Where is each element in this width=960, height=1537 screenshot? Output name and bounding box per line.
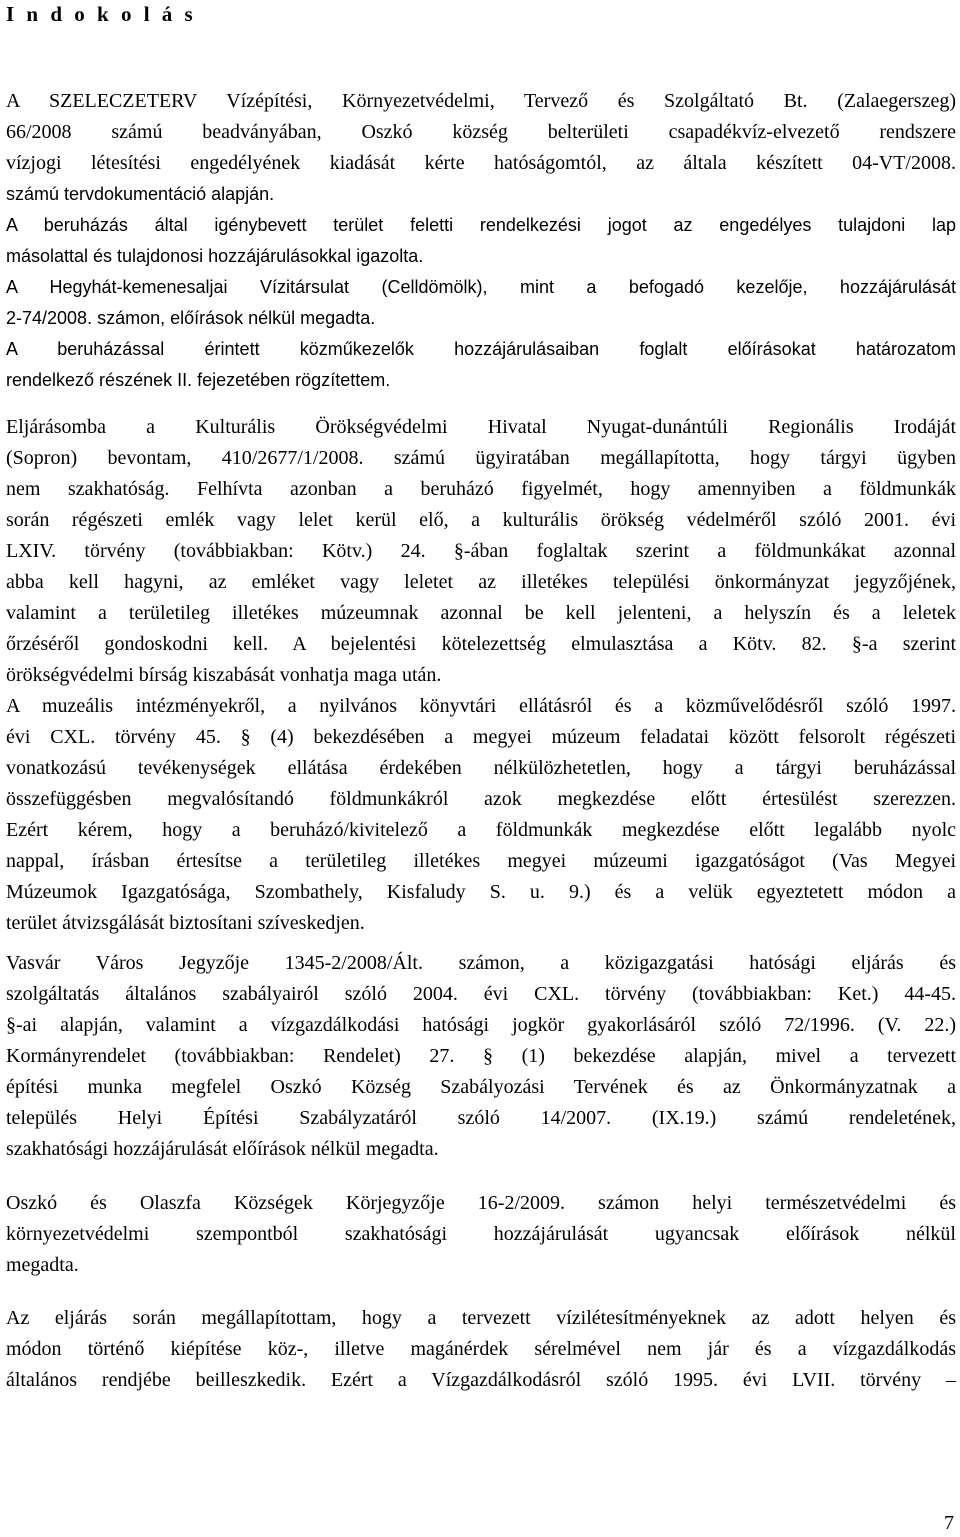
paragraph-line: megadta. — [6, 1254, 79, 1276]
paragraph-line: abba kell hagyni, az emléket vagy leletet az illetékes települési önkormányzat jegyzőjének, — [6, 571, 956, 593]
paragraph-oszko-olaszfa — [6, 1188, 956, 1281]
paragraph-line: módon történő kiépítése köz-, illetve magánérdek sérelmével nem jár és a vízgazdálkodás — [6, 1338, 956, 1360]
paragraph-line: Eljárásomba a Kulturális Örökségvédelmi Hivatal Nyugat-dunántúli Regionális Irodáját — [6, 416, 956, 438]
paragraph-line: Vasvár Város Jegyzője 1345-2/2008/Ált. számon, a közigazgatási hatósági eljárás és — [6, 952, 956, 974]
paragraph-line: Az eljárás során megállapítottam, hogy a tervezett vízilétesítményeknek az adott helyen és — [6, 1307, 956, 1329]
paragraph-line: Kormányrendelet (továbbiakban: Rendelet) 27. § (1) bekezdése alapján, mivel a tervezett — [6, 1045, 956, 1067]
paragraph-line: másolattal és tulajdonosi hozzájárulásokkal igazolta. — [6, 246, 424, 266]
paragraph-line: 2-74/2008. számon, előírások nélkül megadta. — [6, 308, 376, 328]
paragraph-line: terület átvizsgálását biztosítani szíveskedjen. — [6, 912, 365, 934]
paragraph-line: A beruházással érintett közműkezelők hozzájárulásaiban foglalt előírásokat határozatom — [6, 339, 956, 359]
page-number: 7 — [944, 1512, 954, 1534]
paragraph-line: település Helyi Építési Szabályzatáról szóló 14/2007. (IX.19.) számú rendeletének, — [6, 1107, 956, 1129]
paragraph-line: §-ai alapján, valamint a vízgazdálkodási hatósági jogkör gyakorlásáról szóló 72/1996. (V. 22.) — [6, 1014, 956, 1036]
paragraph-line: A muzeális intézményekről, a nyilvános könyvtári ellátásról és a közművelődésről szóló 1997. — [6, 695, 956, 717]
paragraph-line: Múzeumok Igazgatósága, Szombathely, Kisfaludy S. u. 9.) és a velük egyeztetett módon a — [6, 881, 956, 903]
paragraph-line: évi CXL. törvény 45. § (4) bekezdésében a megyei múzeum feladatai között felsorolt régészeti — [6, 726, 956, 748]
paragraph-line: (Sopron) bevontam, 410/2677/1/2008. számú ügyiratában megállapította, hogy tárgyi ügyben — [6, 447, 956, 469]
paragraph-line: építési munka megfelel Oszkó Község Szabályozási Tervének és az Önkormányzatnak a — [6, 1076, 956, 1098]
paragraph-line: szolgáltatás általános szabályairól szóló 2004. évi CXL. törvény (továbbiakban: Ket.) 44-45. — [6, 983, 956, 1005]
paragraph-line: LXIV. törvény (továbbiakban: Kötv.) 24. §-ában foglaltak szerint a földmunkákat azonnal — [6, 540, 956, 562]
paragraph-line: örökségvédelmi bírság kiszabását vonhatja maga után. — [6, 664, 442, 686]
paragraph-line: szakhatósági hozzájárulását előírások nélkül megadta. — [6, 1138, 439, 1160]
paragraph-line: Ezért kérem, hogy a beruházó/kivitelező a földmunkák megkezdése előtt legalább nyolc — [6, 819, 956, 841]
paragraph-findings — [6, 1303, 956, 1396]
paragraph-line: nem szakhatóság. Felhívta azonban a beruházó figyelmét, hogy amennyiben a földmunkák — [6, 478, 956, 500]
paragraph-line: valamint a területileg illetékes múzeumnak azonnal be kell jelenteni, a helyszín és a leletek — [6, 602, 956, 624]
paragraph-line: őrzéséről gondoskodni kell. A bejelentési kötelezettség elmulasztása a Kötv. 82. §-a szerint — [6, 633, 956, 655]
paragraph-line: A beruházás által igénybevett terület feletti rendelkezési jogot az engedélyes tulajdoni lap — [6, 215, 956, 235]
paragraph-line: Oszkó és Olaszfa Községek Körjegyzője 16-2/2009. számon helyi természetvédelmi és — [6, 1192, 956, 1214]
paragraph-vasvar — [6, 948, 956, 1165]
paragraph-line: rendelkező részének II. fejezetében rögzítettem. — [6, 370, 391, 390]
paragraph-line: 66/2008 számú beadványában, Oszkó község belterületi csapadékvíz-elvezető rendszere — [6, 121, 956, 143]
paragraph-applicant — [6, 86, 956, 396]
paragraph-line: vonatkozású tevékenységek ellátása érdekében nélkülözhetetlen, hogy a tárgyi beruházással — [6, 757, 956, 779]
paragraph-line: környezetvédelmi szempontból szakhatósági hozzájárulását ugyancsak előírások nélkül — [6, 1223, 956, 1245]
paragraph-line: számú tervdokumentáció alapján. — [6, 184, 275, 204]
paragraph-line: nappal, írásban értesítse a területileg illetékes megyei múzeumi igazgatóságot (Vas Megyei — [6, 850, 956, 872]
paragraph-line: során régészeti emlék vagy lelet kerül elő, a kulturális örökség védelméről szóló 2001. évi — [6, 509, 956, 531]
paragraph-line: vízjogi létesítési engedélyének kiadását kérte hatóságomtól, az általa készített 04-VT/2008. — [6, 152, 956, 174]
paragraph-line: A Hegyhát-kemenesaljai Vízitársulat (Celldömölk), mint a befogadó kezelője, hozzájárulását — [6, 277, 956, 297]
paragraph-heritage — [6, 412, 956, 939]
paragraph-line: A SZELECZETERV Vízépítési, Környezetvédelmi, Tervező és Szolgáltató Bt. (Zalaegerszeg) — [6, 90, 956, 112]
document-heading: I n d o k o l á s — [6, 2, 197, 26]
paragraph-line: összefüggésben megvalósítandó földmunkákról azok megkezdése előtt értesülést szerezzen. — [6, 788, 956, 810]
paragraph-line: általános rendjébe beilleszkedik. Ezért a Vízgazdálkodásról szóló 1995. évi LVII. törvény – — [6, 1369, 956, 1391]
